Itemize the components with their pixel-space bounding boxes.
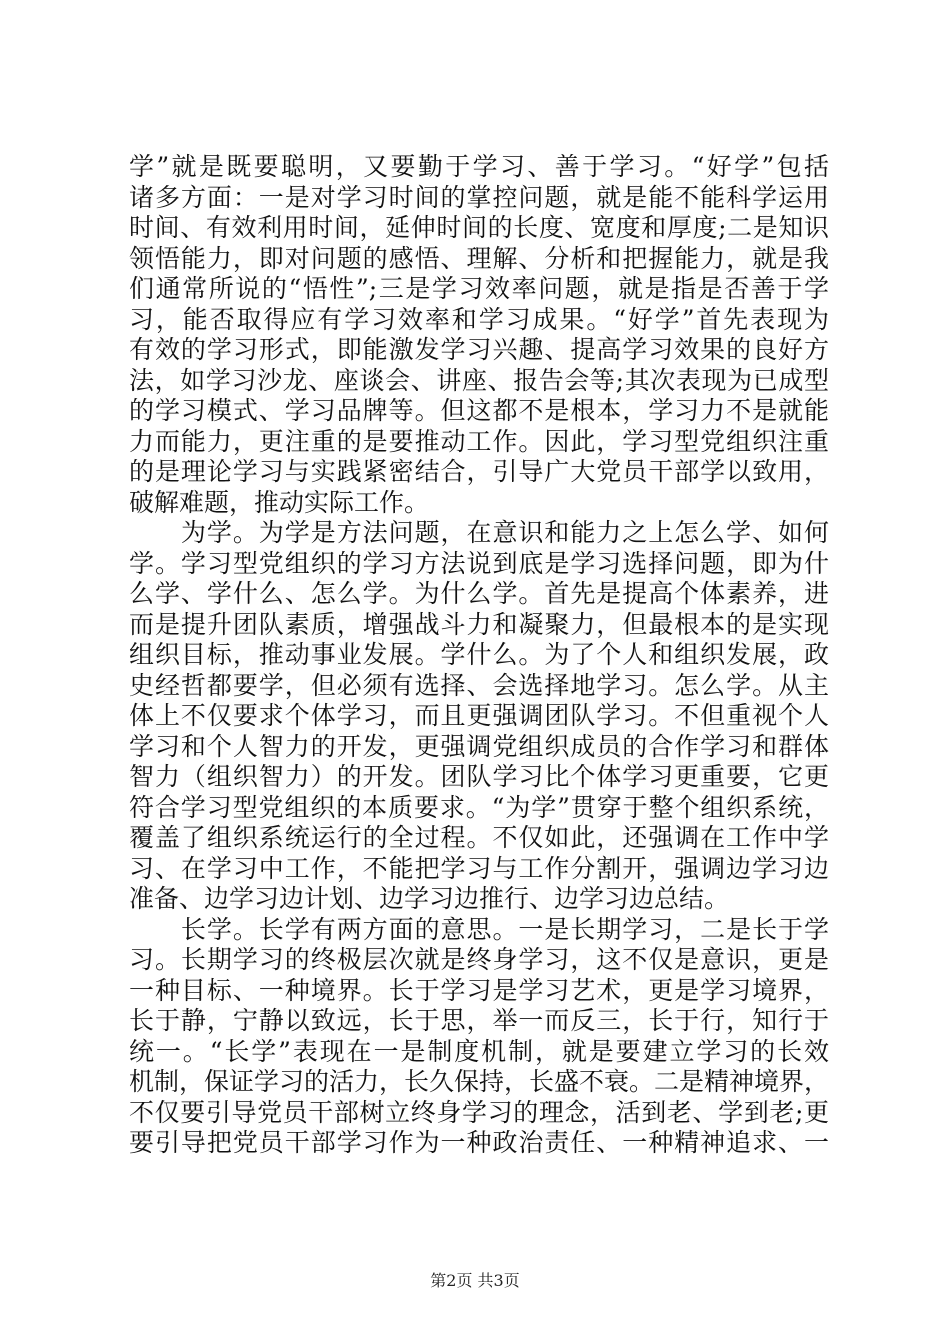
text-line: 机制，保证学习的活力，长久保持，长盛不衰。二是精神境界， (129, 1067, 830, 1096)
text-line: 符合学习型党组织的本质要求。“为学”贯穿于整个组织系统， (129, 792, 829, 822)
text-line: 法，如学习沙龙、座谈会、讲座、报告会等;其次表现为已成型 (129, 365, 829, 395)
text-line: 习。长期学习的终极层次就是终身学习，这不仅是意识，更是 (129, 945, 829, 974)
text-line: 学。学习型党组织的学习方法说到底是学习选择问题，即为什 (129, 548, 829, 578)
text-line: 智力（组织智力）的开发。团队学习比个体学习更重要，它更 (129, 762, 829, 791)
text-line: 们通常所说的“悟性”;三是学习效率问题，就是指是否善于学 (129, 274, 829, 303)
text-line: 要引导把党员干部学习作为一种政治责任、一种精神追求、一 (129, 1128, 829, 1157)
text-line: 不仅要引导党员干部树立终身学习的理念，活到老、学到老;更 (129, 1097, 829, 1127)
text-line: 一种目标、一种境界。长于学习是学习艺术，更是学习境界， (129, 975, 829, 1005)
document-body (129, 152, 829, 1159)
text-line: 而是提升团队素质，增强战斗力和凝聚力，但最根本的是实现 (129, 609, 829, 639)
text-line: 长于静，宁静以致远，长于思，举一而反三，长于行，知行于 (129, 1006, 829, 1035)
text-line: 为学。为学是方法问题，在意识和能力之上怎么学、如何 (129, 518, 829, 547)
text-line: 破解难题，推动实际工作。 (129, 487, 430, 517)
text-line: 学”就是既要聪明，又要勤于学习、善于学习。“好学”包括 (129, 152, 829, 181)
text-line: 么学、学什么、怎么学。为什么学。首先是提高个体素养，进 (129, 579, 829, 608)
page-footer: 第2页 共3页 (430, 1271, 520, 1290)
text-line: 时间、有效利用时间，延伸时间的长度、宽度和厚度;二是知识 (129, 213, 829, 242)
text-line: 的学习模式、学习品牌等。但这都不是根本，学习力不是就能 (129, 396, 829, 425)
text-line: 习，能否取得应有学习效率和学习成果。“好学”首先表现为 (129, 304, 829, 334)
text-line: 组织目标，推动事业发展。学什么。为了个人和组织发展，政 (129, 640, 829, 669)
text-line: 史经哲都要学，但必须有选择、会选择地学习。怎么学。从主 (129, 670, 829, 700)
text-line: 领悟能力，即对问题的感悟、理解、分析和把握能力，就是我 (129, 243, 829, 273)
text-line: 有效的学习形式，即能激发学习兴趣、提高学习效果的良好方 (129, 335, 829, 364)
text-line: 诸多方面：一是对学习时间的掌控问题，就是能不能科学运用 (129, 182, 829, 212)
text-line: 习、在学习中工作，不能把学习与工作分割开，强调边学习边 (129, 853, 829, 883)
text-line: 覆盖了组织系统运行的全过程。不仅如此，还强调在工作中学 (129, 823, 829, 852)
text-line: 学习和个人智力的开发，更强调党组织成员的合作学习和群体 (129, 731, 829, 761)
text-line: 统一。“长学”表现在一是制度机制，就是要建立学习的长效 (129, 1036, 829, 1066)
text-line: 力而能力，更注重的是要推动工作。因此，学习型党组织注重 (129, 426, 829, 456)
text-line: 的是理论学习与实践紧密结合，引导广大党员干部学以致用， (129, 457, 829, 486)
text-line: 体上不仅要求个体学习，而且更强调团队学习。不但重视个人 (129, 701, 829, 730)
text-line: 准备、边学习边计划、边学习边推行、边学习边总结。 (129, 884, 730, 913)
text-line: 长学。长学有两方面的意思。一是长期学习，二是长于学 (129, 914, 829, 944)
